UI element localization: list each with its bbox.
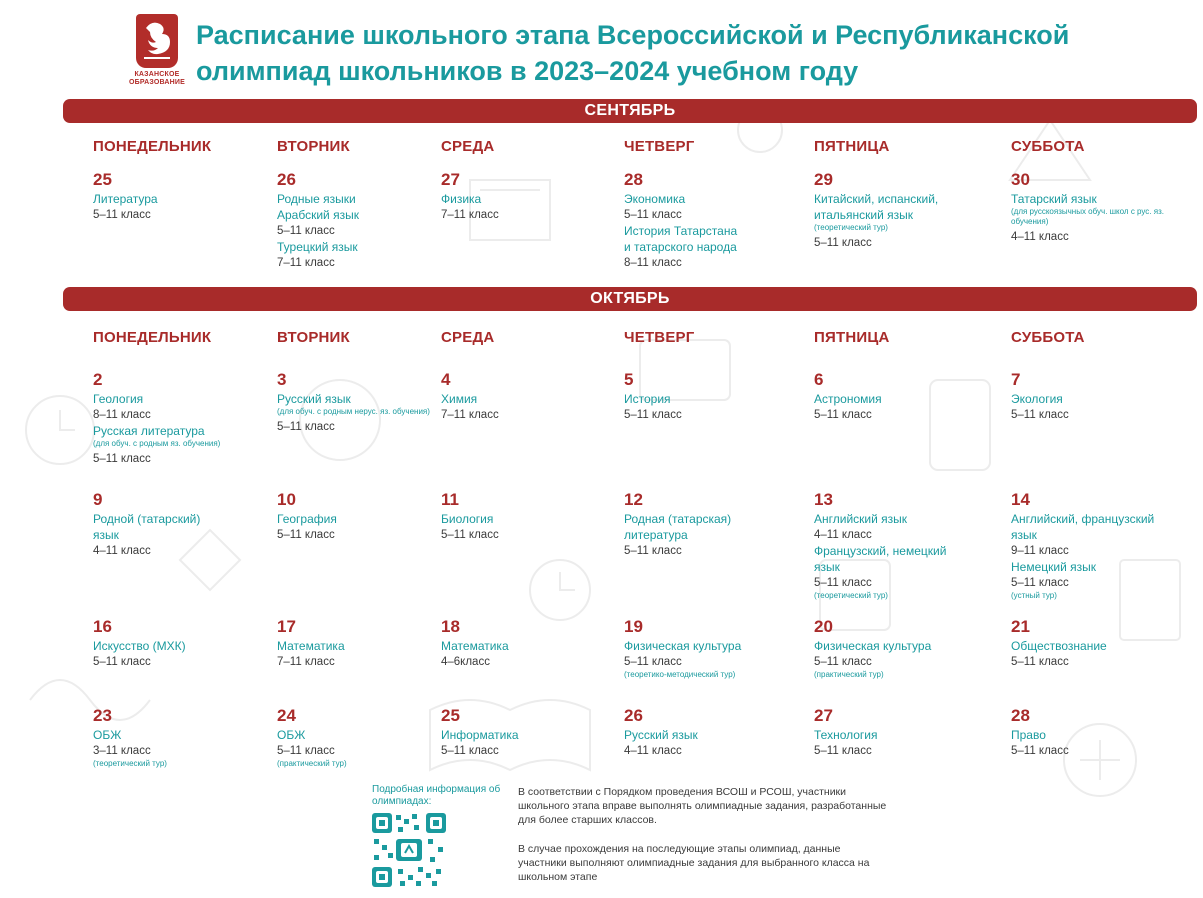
- subject-name: итальянский язык: [814, 208, 913, 222]
- subject-name: Физика: [441, 192, 482, 206]
- page-title-line2: олимпиад школьников в 2023–2024 учебном году: [196, 56, 859, 86]
- grade-range: 4–11 класс: [93, 545, 151, 557]
- month-band-october: ОКТЯБРЬ: [63, 287, 1197, 311]
- schedule-cell: [441, 370, 611, 423]
- schedule-cell: [624, 490, 804, 559]
- schedule-cell: [93, 490, 268, 559]
- grade-range: 5–11 класс: [1011, 656, 1069, 668]
- grade-range: 5–11 класс: [93, 209, 151, 221]
- grade-range: 4–6класс: [441, 656, 490, 668]
- subject-name: География: [277, 512, 337, 526]
- round-note: (для обуч. с родным нерус. яз. обучения): [277, 407, 430, 416]
- logo: [122, 14, 192, 87]
- schedule-cell: [814, 490, 999, 603]
- subject-name: Немецкий язык: [1011, 560, 1097, 574]
- subject-name: Экономика: [624, 192, 686, 206]
- month-band-september: СЕНТЯБРЬ: [63, 99, 1197, 123]
- grade-range: 5–11 класс: [277, 421, 335, 433]
- subject-name: Астрономия: [814, 392, 882, 406]
- subject-name: Математика: [441, 639, 509, 653]
- date-number: 29: [814, 170, 833, 189]
- qr-code[interactable]: [370, 811, 448, 889]
- subject-name: Арабский язык: [277, 208, 359, 222]
- schedule-cell: [441, 617, 611, 670]
- grade-range: 5–11 класс: [277, 225, 335, 237]
- date-number: 5: [624, 370, 634, 389]
- subject-name: ОБЖ: [277, 728, 306, 742]
- grade-range: 5–11 класс: [814, 745, 872, 757]
- subject-name: Искусство (МХК): [93, 639, 186, 653]
- schedule-cell: [814, 170, 999, 251]
- subject-name: Русская литература: [93, 424, 205, 438]
- subject-name: Английский язык: [814, 512, 908, 526]
- day-header-oct-1: ВТОРНИК: [277, 329, 350, 346]
- grade-range: 5–11 класс: [441, 745, 499, 757]
- grade-range: 9–11 класс: [1011, 545, 1069, 557]
- day-header-sep-1: ВТОРНИК: [277, 138, 350, 155]
- round-note: (устный тур): [1011, 591, 1057, 600]
- round-note: (практический тур): [814, 670, 884, 679]
- subject-name: язык: [93, 528, 119, 542]
- date-number: 26: [277, 170, 296, 189]
- date-number: 19: [624, 617, 643, 636]
- logo-text-line1: КАЗАНСКОЕ: [134, 71, 180, 78]
- subject-name: язык: [1011, 528, 1037, 542]
- subject-name: Обществознание: [1011, 639, 1107, 653]
- schedule-cell: [277, 706, 432, 771]
- grade-range: 5–11 класс: [814, 656, 872, 668]
- date-number: 6: [814, 370, 824, 389]
- round-note: (теоретический тур): [814, 223, 888, 232]
- day-header-sep-4: ПЯТНИЦА: [814, 138, 890, 155]
- subject-name: Татарский язык: [1011, 192, 1097, 206]
- grade-range: 5–11 класс: [1011, 577, 1069, 589]
- schedule-cell: [1011, 617, 1186, 670]
- grade-range: 5–11 класс: [1011, 409, 1069, 421]
- schedule-cell: [814, 706, 999, 759]
- grade-range: 5–11 класс: [277, 529, 335, 541]
- schedule-cell: [441, 706, 611, 759]
- grade-range: 5–11 класс: [93, 453, 151, 465]
- date-number: 27: [814, 706, 833, 725]
- schedule-cell: [93, 706, 268, 771]
- date-number: 26: [624, 706, 643, 725]
- subject-name: Биология: [441, 512, 494, 526]
- day-header-sep-0: ПОНЕДЕЛЬНИК: [93, 138, 212, 155]
- footnote-1: В соответствии с Порядком проведения ВСОШ и РСОШ, участники школьного этапа вправе выполнять олимпиадные задания, разработанные для более старших классов.: [518, 786, 887, 826]
- grade-range: 7–11 класс: [441, 409, 499, 421]
- grade-range: 5–11 класс: [277, 745, 335, 757]
- subject-name: История: [624, 392, 671, 406]
- date-number: 24: [277, 706, 296, 725]
- date-number: 9: [93, 490, 103, 509]
- subject-name: История Татарстана: [624, 224, 738, 238]
- grade-range: 4–11 класс: [624, 745, 682, 757]
- schedule-cell: [624, 170, 804, 271]
- subject-name: Физическая культура: [624, 639, 742, 653]
- date-number: 27: [441, 170, 460, 189]
- date-number: 13: [814, 490, 833, 509]
- grade-range: 3–11 класс: [93, 745, 151, 757]
- subject-name: литература: [624, 528, 688, 542]
- day-header-oct-2: СРЕДА: [441, 329, 495, 346]
- day-header-sep-2: СРЕДА: [441, 138, 495, 155]
- schedule-cell: [624, 370, 804, 423]
- schedule-cell: [1011, 370, 1186, 423]
- date-number: 21: [1011, 617, 1030, 636]
- date-number: 30: [1011, 170, 1030, 189]
- schedule-cell: [93, 170, 268, 223]
- round-note: (для русскоязычных обуч. школ с рус. яз. обучения): [1011, 207, 1164, 226]
- date-number: 12: [624, 490, 643, 509]
- subject-name: ОБЖ: [93, 728, 122, 742]
- schedule-cell: [277, 370, 432, 435]
- grade-range: 7–11 класс: [277, 257, 335, 269]
- grade-range: 5–11 класс: [814, 237, 872, 249]
- date-number: 11: [441, 490, 459, 509]
- subject-name: Русский язык: [277, 392, 351, 406]
- page-title-line1: Расписание школьного этапа Всероссийской и Республиканской: [196, 20, 1070, 50]
- date-number: 10: [277, 490, 296, 509]
- round-note: (теоретико-методический тур): [624, 670, 736, 679]
- subject-name: Китайский, испанский,: [814, 192, 939, 206]
- round-note: (практический тур): [277, 759, 347, 768]
- subject-name: Литература: [93, 192, 158, 206]
- subject-name: Математика: [277, 639, 345, 653]
- grade-range: 5–11 класс: [93, 656, 151, 668]
- day-header-oct-0: ПОНЕДЕЛЬНИК: [93, 329, 212, 346]
- subject-name: Технология: [814, 728, 878, 742]
- grade-range: 5–11 класс: [624, 209, 682, 221]
- subject-name: Экология: [1011, 392, 1063, 406]
- subject-name: Химия: [441, 392, 478, 406]
- page-title: [196, 17, 1176, 89]
- schedule-cell: [1011, 170, 1186, 245]
- date-number: 7: [1011, 370, 1021, 389]
- round-note: (для обуч. с родным яз. обучения): [93, 439, 221, 448]
- schedule-cell: [1011, 706, 1186, 759]
- subject-name: Физическая культура: [814, 639, 932, 653]
- schedule-cell: [814, 370, 999, 423]
- schedule-cell: [441, 490, 611, 543]
- grade-range: 7–11 класс: [441, 209, 499, 221]
- date-number: 4: [441, 370, 451, 389]
- schedule-cell: [277, 490, 432, 543]
- schedule-cell: [277, 170, 432, 271]
- subject-name: Английский, французский: [1011, 512, 1155, 526]
- grade-range: 5–11 класс: [441, 529, 499, 541]
- subject-name: и татарского народа: [624, 240, 737, 254]
- schedule-cell: [441, 170, 611, 223]
- grade-range: 4–11 класс: [814, 529, 872, 541]
- day-header-oct-4: ПЯТНИЦА: [814, 329, 890, 346]
- subject-name: Французский, немецкий: [814, 544, 947, 558]
- schedule-cell: [624, 617, 804, 682]
- subject-name: Родная (татарская): [624, 512, 732, 526]
- date-number: 14: [1011, 490, 1030, 509]
- grade-range: 8–11 класс: [93, 409, 151, 421]
- grade-range: 7–11 класс: [277, 656, 335, 668]
- date-number: 16: [93, 617, 112, 636]
- schedule-cell: [624, 706, 804, 759]
- schedule-cell: [814, 617, 999, 682]
- round-note: (теоретический тур): [93, 759, 167, 768]
- date-number: 20: [814, 617, 833, 636]
- grade-range: 5–11 класс: [624, 656, 682, 668]
- date-number: 2: [93, 370, 103, 389]
- grade-range: 8–11 класс: [624, 257, 682, 269]
- date-number: 28: [624, 170, 643, 189]
- dragon-icon: [136, 14, 178, 68]
- date-number: 17: [277, 617, 296, 636]
- logo-text-line2: ОБРАЗОВАНИЕ: [128, 79, 186, 86]
- date-number: 28: [1011, 706, 1030, 725]
- date-number: 3: [277, 370, 287, 389]
- schedule-cell: [93, 617, 268, 670]
- schedule-cell: [93, 370, 268, 467]
- date-number: 25: [441, 706, 460, 725]
- subject-name: Родной (татарский): [93, 512, 201, 526]
- round-note: (теоретический тур): [814, 591, 888, 600]
- info-label: Подробная информация об олимпиадах:: [372, 784, 501, 807]
- date-number: 23: [93, 706, 112, 725]
- grade-range: 5–11 класс: [624, 545, 682, 557]
- subject-name: Информатика: [441, 728, 519, 742]
- subject-name: Турецкий язык: [277, 240, 358, 254]
- day-header-oct-3: ЧЕТВЕРГ: [624, 329, 695, 346]
- logo-emblem: [136, 14, 178, 68]
- date-number: 18: [441, 617, 460, 636]
- grade-range: 4–11 класс: [1011, 231, 1069, 243]
- schedule-cell: [1011, 490, 1186, 603]
- grade-range: 5–11 класс: [1011, 745, 1069, 757]
- subject-name: Родные языки: [277, 192, 356, 206]
- subject-name: Русский язык: [624, 728, 698, 742]
- footnote-2: В случае прохождения на последующие этапы олимпиад, данные участники выполняют олимпиадные задания для выбранного класса на школьном этапе: [518, 843, 870, 883]
- subject-name: язык: [814, 560, 840, 574]
- schedule-cell: [277, 617, 432, 670]
- date-number: 25: [93, 170, 112, 189]
- subject-name: Геология: [93, 392, 144, 406]
- day-header-oct-5: СУББОТА: [1011, 329, 1085, 346]
- day-header-sep-5: СУББОТА: [1011, 138, 1085, 155]
- subject-name: Право: [1011, 728, 1046, 742]
- day-header-sep-3: ЧЕТВЕРГ: [624, 138, 695, 155]
- grade-range: 5–11 класс: [624, 409, 682, 421]
- grade-range: 5–11 класс: [814, 577, 872, 589]
- grade-range: 5–11 класс: [814, 409, 872, 421]
